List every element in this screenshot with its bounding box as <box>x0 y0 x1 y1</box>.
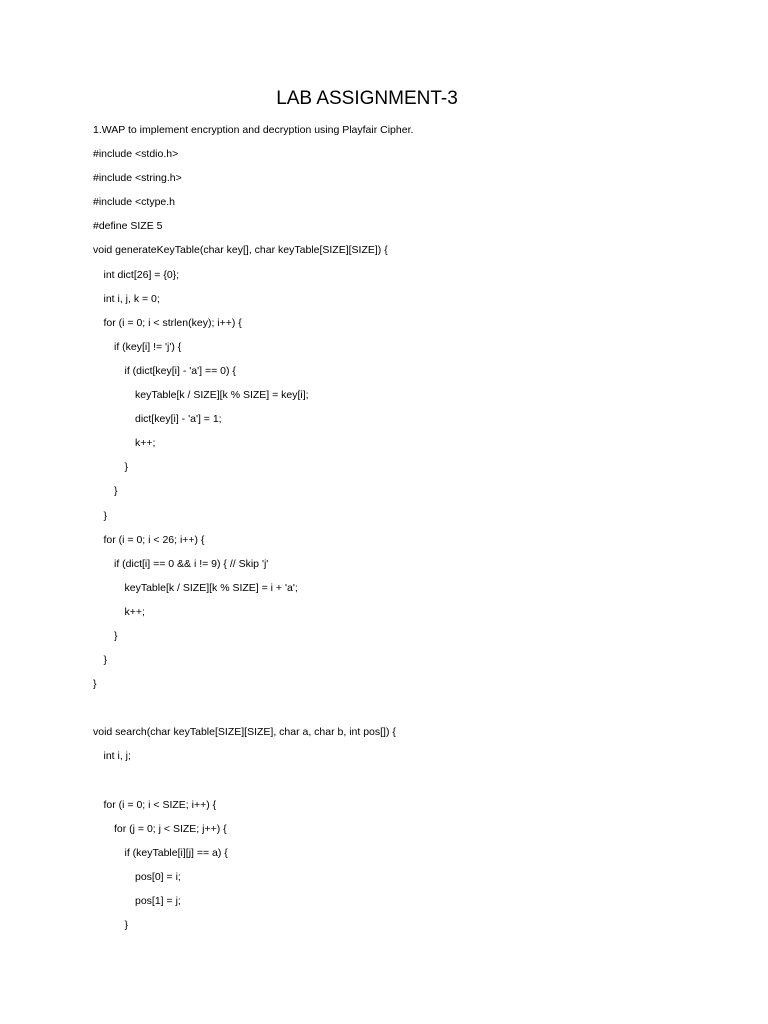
code-line: keyTable[k / SIZE][k % SIZE] = key[i]; <box>135 389 309 402</box>
code-line: if (keyTable[i][j] == a) { <box>124 846 228 859</box>
code-line: } <box>93 678 97 691</box>
code-line: #include <stdio.h> <box>93 148 179 161</box>
code-line: #include <ctype.h <box>93 196 176 209</box>
code-line: } <box>103 509 108 522</box>
code-line: k++; <box>135 437 156 450</box>
code-line: } <box>124 461 129 474</box>
code-line: int i, j, k = 0; <box>103 292 160 305</box>
page-title: LAB ASSIGNMENT-3 <box>276 88 458 109</box>
question-line: 1.WAP to implement encryption and decryption using Playfair Cipher. <box>93 124 414 136</box>
code-line: } <box>103 654 108 667</box>
code-line <box>93 698 733 722</box>
code-line: for (i = 0; i < SIZE; i++) { <box>103 798 217 811</box>
code-line: void search(char keyTable[SIZE][SIZE], char a, char b, int pos[]) { <box>93 726 396 739</box>
code-line: #include <string.h> <box>93 172 182 185</box>
code-line: void generateKeyTable(char key[], char keyTable[SIZE][SIZE]) { <box>93 244 388 257</box>
code-line: } <box>124 919 129 932</box>
code-line <box>93 771 733 795</box>
code-line: if (key[i] != 'j') { <box>114 340 182 353</box>
code-line: int i, j; <box>103 750 131 763</box>
code-line: int dict[26] = {0}; <box>103 268 180 281</box>
code-line: pos[1] = j; <box>135 895 181 907</box>
code-line: if (dict[i] == 0 && i != 9) { // Skip 'j' <box>114 557 269 570</box>
code-line: keyTable[k / SIZE][k % SIZE] = i + 'a'; <box>124 581 298 594</box>
code-line: k++; <box>124 605 145 618</box>
code-line: pos[0] = i; <box>135 870 181 883</box>
code-line: if (dict[key[i] - 'a'] == 0) { <box>124 364 236 377</box>
code-line: } <box>114 629 118 642</box>
code-line: } <box>114 485 118 498</box>
code-line: for (j = 0; j < SIZE; j++) { <box>114 822 227 835</box>
code-line: dict[key[i] - 'a'] = 1; <box>135 413 222 426</box>
code-line: for (i = 0; i < 26; i++) { <box>103 533 205 546</box>
code-line: #define SIZE 5 <box>93 220 163 233</box>
code-listing <box>93 120 733 939</box>
code-line: for (i = 0; i < strlen(key); i++) { <box>103 316 242 329</box>
